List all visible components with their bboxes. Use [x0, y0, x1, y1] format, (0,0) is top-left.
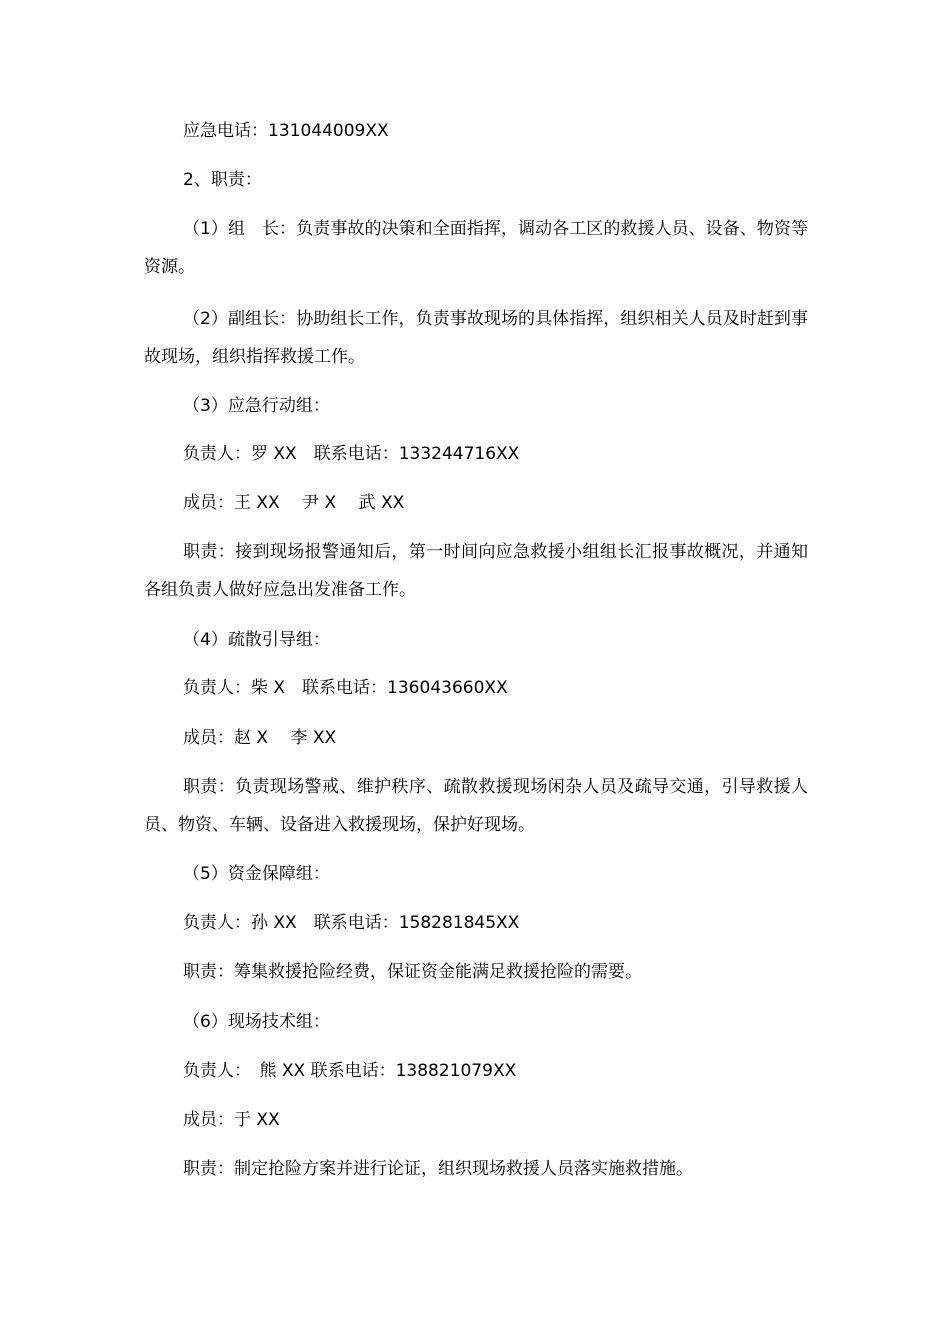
- group5-lead-line: 负责人：孙 XX 联系电话：158281845XX: [183, 913, 520, 933]
- group6-lead-line: 负责人： 熊 XX 联系电话：138821079XX: [183, 1061, 517, 1081]
- group4-members-line: 成员：赵 X 李 XX: [183, 728, 337, 748]
- emergency-phone-line: 应急电话：131044009XX: [183, 121, 389, 141]
- deputy-duty-paragraph: （2）副组长：协助组长工作，负责事故现场的具体指挥，组织相关人员及时赶到事故现场，组织指挥救援工作。: [144, 309, 808, 367]
- group6-duty-line: 职责：制定抢险方案并进行论证，组织现场救援人员落实施救措施。: [183, 1159, 693, 1179]
- duties-heading: 2、职责：: [183, 170, 262, 190]
- group3-members-line: 成员：王 XX 尹 X 武 XX: [183, 493, 405, 513]
- group3-duty-paragraph: 职责：接到现场报警通知后，第一时间向应急救援小组组长汇报事故概况，并通知各组负责人做好应急出发准备工作。: [144, 542, 808, 600]
- leader-duty-paragraph: （1）组 长：负责事故的决策和全面指挥，调动各工区的救援人员、设备、物资等资源。: [144, 219, 808, 277]
- group4-heading: （4）疏散引导组：: [183, 630, 330, 650]
- group3-heading: （3）应急行动组：: [183, 396, 330, 416]
- group5-duty-line: 职责：筹集救援抢险经费，保证资金能满足救援抢险的需要。: [183, 962, 642, 982]
- group5-heading: （5）资金保障组：: [183, 864, 330, 884]
- group6-heading: （6）现场技术组：: [183, 1012, 330, 1032]
- group4-lead-line: 负责人：柴 X 联系电话：136043660XX: [183, 678, 508, 698]
- group4-duty-paragraph: 职责：负责现场警戒、维护秩序、疏散救援现场闲杂人员及疏导交通，引导救援人员、物资、车辆、设备进入救援现场，保护好现场。: [144, 777, 808, 835]
- group6-members-line: 成员：于 XX: [183, 1110, 280, 1130]
- group3-lead-line: 负责人：罗 XX 联系电话：133244716XX: [183, 444, 520, 464]
